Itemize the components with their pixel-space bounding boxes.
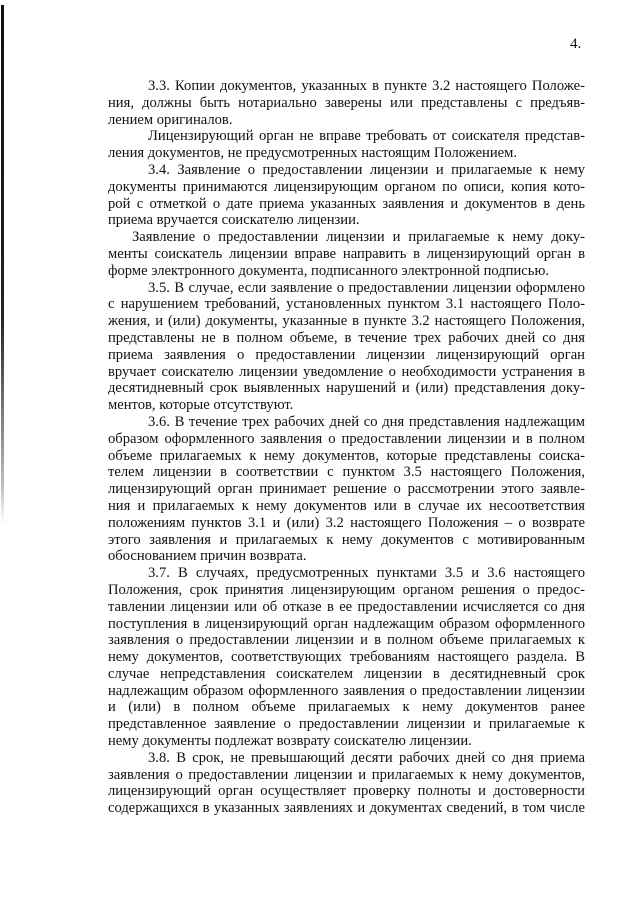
paragraph	[108, 565, 585, 750]
text-line: заявления о предоставлении лицензии и прилагаемых к нему документов,	[108, 766, 585, 783]
text-line: и (или) в полном объеме прилагаемых к нему документов ранее	[108, 699, 585, 716]
text-line: Заявление о предоставлении лицензии и прилагаемые к нему доку-	[132, 229, 585, 246]
text-line: ления документов, не предусмотренных настоящим Положением.	[108, 145, 518, 162]
text-line: жения, и (или) документы, указанные в пункте 3.2 настоящего Положения,	[108, 313, 585, 330]
text-line: вручает соискателю лицензии уведомление о необходимости устранения в	[108, 363, 585, 380]
text-line: ментов, которые отсутствуют.	[108, 397, 294, 414]
paragraph	[108, 414, 585, 565]
paragraph	[108, 128, 585, 162]
text-line: объеме прилагаемых к нему документов, которые представлены соиска-	[108, 447, 585, 464]
text-line: лицензирующий орган принимает решение о рассмотрении этого заявле-	[108, 481, 585, 498]
text-line: Положения, срок принятия лицензирующим органом решения о предос-	[108, 581, 585, 598]
paragraph	[108, 280, 585, 414]
text-line: 3.4. Заявление о предоставлении лицензии и прилагаемые к нему	[148, 161, 585, 178]
text-line: обоснованием причин возврата.	[108, 548, 307, 565]
text-line: приема вручается соискателю лицензии.	[108, 212, 360, 229]
text-line: заявления о предоставлении лицензии и в полном объеме прилагаемых к	[108, 632, 585, 649]
text-line: ния, должны быть нотариально заверены или представлены с предъяв-	[108, 94, 585, 111]
text-line: нему документов, соответствующих требованиям настоящего раздела. В	[108, 649, 585, 666]
paragraph	[108, 78, 585, 128]
text-line: приема заявления о предоставлении лицензии лицензирующий орган	[108, 346, 585, 363]
text-line: поступления в лицензирующий орган надлежащим образом оформленного	[108, 615, 585, 632]
text-line: положениям пунктов 3.1 и (или) 3.2 настоящего Положения – о возврате	[108, 514, 585, 531]
text-line: содержащихся в указанных заявлениях и документах сведений, в том числе	[108, 800, 585, 817]
text-line: рой с отметкой о дате приема указанных заявления и документов в день	[108, 195, 585, 212]
document-body	[108, 78, 585, 817]
text-line: этого заявления и прилагаемых к нему документов с мотивированным	[108, 531, 585, 548]
text-line: телем лицензии в соответствии с пунктом 3.5 настоящего Положения,	[108, 464, 585, 481]
scan-edge-line	[1, 5, 4, 525]
text-line: тавлении лицензии или об отказе в ее предоставлении исчисляется со дня	[108, 598, 585, 615]
text-line: лицензирующий орган осуществляет проверку полноты и достоверности	[108, 783, 585, 800]
text-line: 3.6. В течение трех рабочих дней со дня представления надлежащим	[148, 413, 585, 430]
paragraph	[108, 162, 585, 229]
text-line: менты соискатель лицензии вправе направить в лицензирующий орган в	[108, 245, 585, 262]
text-line: надлежащим образом оформленного заявления о предоставлении лицензии	[108, 682, 585, 699]
text-line: форме электронного документа, подписанного электронной подписью.	[108, 262, 549, 279]
text-line: Лицензирующий орган не вправе требовать от соискателя представ-	[148, 128, 585, 145]
page-number: 4.	[570, 36, 582, 52]
text-line: 3.3. Копии документов, указанных в пункте 3.2 настоящего Положе-	[148, 78, 585, 94]
text-line: нему документы подлежат возврату соискателю лицензии.	[108, 733, 472, 750]
text-line: документы принимаются лицензирующим органом по описи, копия кото-	[108, 178, 585, 195]
paragraph	[108, 229, 585, 279]
paragraph	[108, 750, 585, 817]
text-line: 3.7. В случаях, предусмотренных пунктами 3.5 и 3.6 настоящего	[148, 565, 585, 582]
text-line: десятидневный срок выявленных нарушений и (или) представления доку-	[108, 380, 585, 397]
text-line: случае непредставления соискателем лицензии в десятидневный срок	[108, 665, 585, 682]
text-line: ния и прилагаемых к нему документов или в случае их несоответствия	[108, 497, 585, 514]
text-line: с нарушением требований, установленных пунктом 3.1 настоящего Поло-	[108, 296, 585, 313]
text-line: 3.8. В срок, не превышающий десяти рабочих дней со дня приема	[148, 749, 585, 766]
text-line: представленное заявление о предоставлении лицензии и прилагаемые к	[108, 716, 585, 733]
text-line: лением оригиналов.	[108, 111, 233, 128]
text-line: образом оформленного заявления о предоставлении лицензии и в полном	[108, 430, 585, 447]
text-line: 3.5. В случае, если заявление о предоставлении лицензии оформлено	[148, 279, 585, 296]
text-line: представлены не в полном объеме, в течение трех рабочих дней со дня	[108, 329, 585, 346]
